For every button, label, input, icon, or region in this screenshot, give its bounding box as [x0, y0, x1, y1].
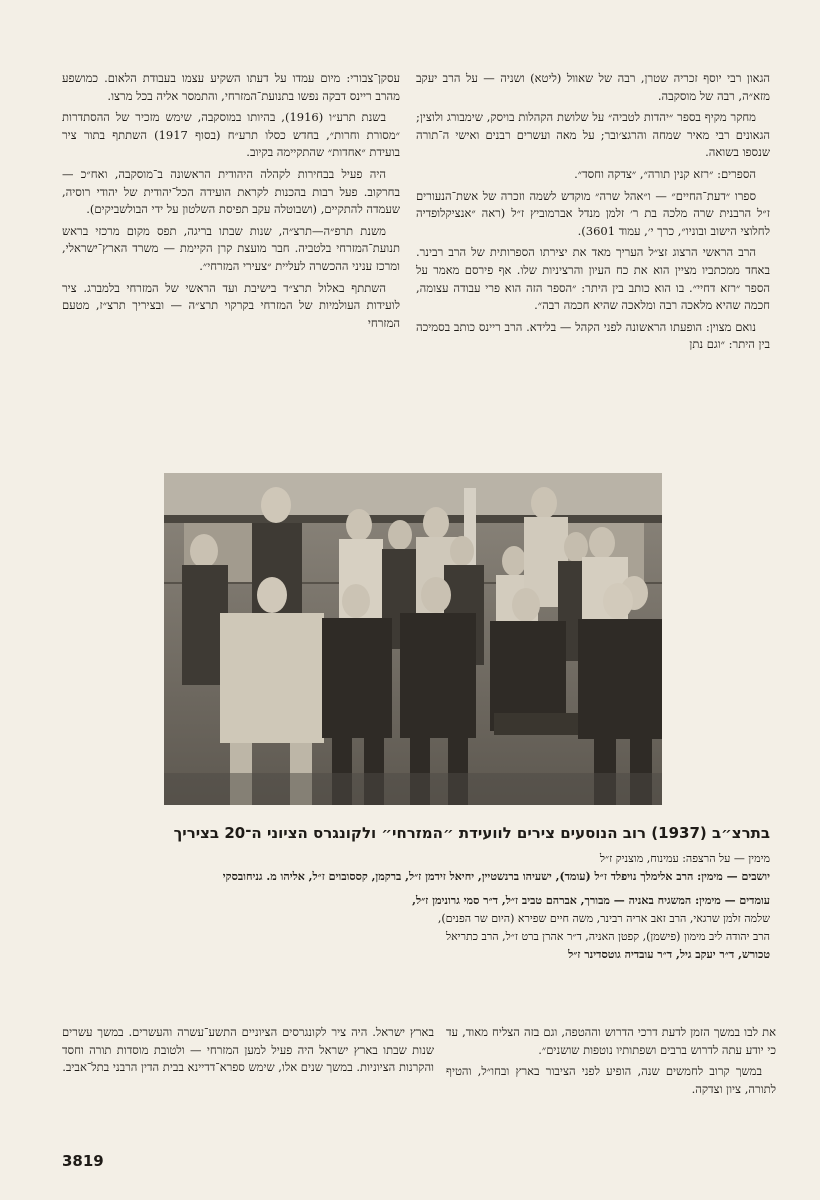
paragraph: עסקן־צבורי: מיום עמדו על דעתו השקיע עצמו בעבודת הלאום. כמושפע מהרב ריינס דבקה נפשו בתנועת־המזרחי, והתמסר אליה בכל מרצו. — [62, 71, 400, 103]
text-column-bottom-left — [62, 1024, 434, 1124]
caption-floor-row: מימין — על הרצפה: עמינוח, מוצניק ז״ל — [599, 852, 770, 865]
paragraph: בשנת תרע״ו (1916), בהיותו במוסקבה, שימש מזכיר של ההסתדרות ״מסורת וחרות״, בחדש כסלו תרע״ח (בסוף 1917) השתתף בתור ציר בועידת ״אחדות״ שהתקיימה בקיוב. — [62, 110, 400, 160]
group-photo-illustration — [164, 473, 662, 805]
text-column-top-right — [416, 70, 770, 462]
paragraph: מחקר מקיף בספר ״יהדות לטביה״ על שלושת הקהלות בויסק, שימבורג ולוצין; הגאונים רבי מאיר שמחה והרגצ׳ובר; על מאה ועשרים רבנים ואישי ה־תורה שנספו בשואה. — [416, 110, 770, 160]
caption-standing-row: הרב יהודה ליב מימון (פישמן), קפטן האניה, ד״ר אהרן ברט ז״ל, הרב כתריאל — [445, 930, 770, 943]
page-number: 3819 — [62, 1152, 104, 1170]
paragraph: נואם מצוין: הופעתו הראשונה לפני הקהל — בלידא. הרב ריינס כותב בסמיכה בין היתר: ״וגם נתן — [416, 319, 770, 352]
paragraph: היה פעיל בבחירות לקהלה היהודית הראשונה ב־מוסקבה, ואח״כ — בחרקוב. פעל רבות בהכנות לקראת הועידה הכל־יהודית של יהודי רוסיה, שעמדה להתקיים, (ושבוטלה עקב תפיסת השלטון על ידי הבולשביקים). — [62, 166, 400, 217]
caption-title: בתרצ״ב (1937) רוב הנוסעים צירים לוועידת ״המזרחי״ ולקונגרס הציוני ה־20 בציריך — [173, 824, 770, 842]
paragraph: הגאון רבי יוסף זכריה שטרן, רבה של שאוול (ליטא) ושניה — על הרב יעקב מזא״ה, רבה של מוסקבה. — [416, 71, 770, 103]
caption-standing-row: עומדים — מימין: המשגיח באניה — מבורך, אברהם טביב ז״ל, ד״ר סמי גרונימן ז״ל, — [412, 894, 770, 907]
caption-standing-row: שלמה זלמן שרגאי, הרב זאב אריה רבינר, משה חיים שפירא (היום שר הפנים), — [437, 912, 770, 925]
paragraph: הספרים: ״רזא קנין תורה״, ״צדקה וחסד״. — [574, 166, 756, 181]
photo-caption — [100, 822, 770, 964]
caption-seated-row: יושבים — מימין: הרב אלימלך נויפלד ז״ל (עומד), ישעיהו ברנשטיין, יחיאל זידמן ז״ל, ברקמן, קססובוים ז״ל, אליהו מ. גניחובסקי — [222, 870, 770, 883]
caption-standing-row: טכורש, ד״ר יעקב גיל, ד״ר עובדיה גוטסדינר ז״ל — [568, 948, 770, 961]
paragraph: את לבו במשך הזמן לדעת דרכי הדרוש וההטפה, וגם בזה הצליח מאוד, עד כי יודע עתה לדרוש ברבים ושפתותיו נוטפות שושנים״. — [446, 1025, 776, 1057]
text-column-bottom-right — [446, 1024, 776, 1124]
paragraph: בארץ ישראל. היה ציר לקונגרסים הציוניים התשע־עשרה והעשרים. במשך עשרים שנות שבתו בארץ ישראל היה פעיל למען המזרחי — ולטובת מוסדות תורה וחסד והקרנות הציוניות. במשך שנים אלו, שימש ספרא־דדיינא בבית הדין הרבני בתל־אביב. — [62, 1025, 434, 1075]
group-photo — [164, 473, 662, 805]
paragraph: הרב הראשי הרצוג זצ״ל העריך מאד את יצירתו הספרותית של הרב רבינר. באחד ממכתביו מציין הוא את כח העיון והרציניות שלו. אף פירסם מאמר על הספר ״רזא דחיי״. בו הוא כותב בין היתר: ״הספר הזה הוא פרי עבודה עצומה, חכמה שהיא מלאכה רבה ומלאכה שהיא חכמה רבה״. — [416, 245, 770, 313]
paragraph: במשך קרוב לחמשים שנה, הופיע לפני הציבור בארץ ובחו״ל, והטיף לתורה, ציון וצדקה. — [446, 1064, 776, 1096]
paragraph: השתתף באלול תרצ״ד בישיבת ועד הראשי של המזרחי בלמברג. ציר לועידות העולמיות של המזרחי בקרקוי תרצ״ה — ובציריך תרצ״ז, מטעם המזרחי — [62, 280, 400, 330]
paragraph: ספרו ״דעת־החיים״ — ו״אהל שרה״ מוקדש לשמה וזכרה של אשת־הנעורים ז״ל הרבנית שרה מלכה בת ר׳ זלמן מנדל אברמוביץ ז״ל (ראה ״אנציקלופדיה לחלוצי הישוב ובוניו״, כרך י׳, עמוד 3601). — [416, 188, 770, 238]
text-column-top-left — [62, 70, 400, 462]
paragraph: משנת תרפ״ה—תרצ״ה, שנות שבתו בריגה, תפס מקום מרכזי בראש תנועת־המזרחי בלטביה. חבר מועצת קרן הקיימת — משרד הארץ־ישראלי, ומרכז עניני ההכשרה לעליית ״צעירי המזרחי״. — [62, 223, 400, 273]
